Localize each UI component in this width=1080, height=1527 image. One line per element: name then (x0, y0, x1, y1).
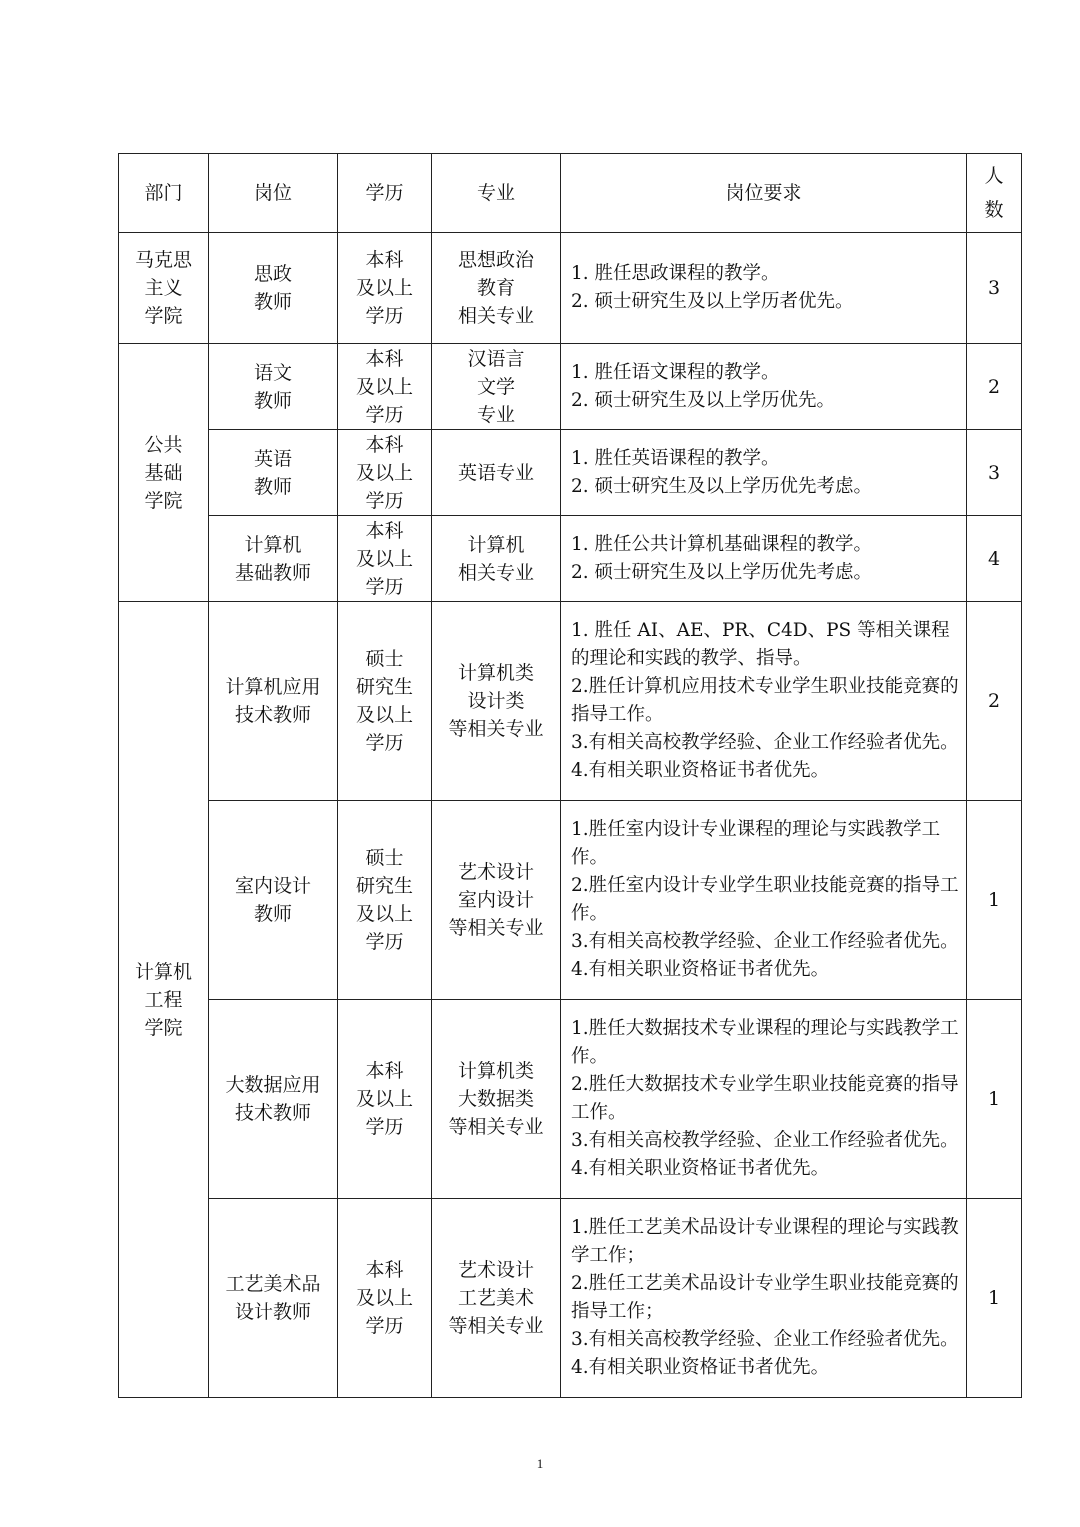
education-cell-line: 及以上 (355, 547, 413, 570)
major-cell-line: 设计类 (467, 690, 525, 712)
position-cell-line: 工艺美术品 (225, 1273, 321, 1295)
major-cell (432, 801, 561, 1000)
major-cell (432, 516, 561, 602)
requirements-cell-line: 1.胜任工艺美术品设计专业课程的理论与实践教学工作； (571, 1217, 959, 1266)
requirements-cell-line: 4.有相关职业资格证书者优先。 (571, 959, 830, 980)
position-cell (209, 344, 338, 430)
dept-cell-line: 学院 (144, 489, 183, 512)
major-cell (432, 233, 561, 344)
education-cell-line: 本科 (365, 519, 404, 542)
count-cell: 1 (967, 1199, 1022, 1398)
education-cell-line: 及以上 (355, 903, 413, 925)
position-cell (209, 516, 338, 602)
table-row (119, 602, 1022, 801)
position-cell-line: 教师 (253, 389, 292, 412)
requirements-cell-line: 2. 硕士研究生及以上学历者优先。 (571, 291, 854, 312)
table-header (119, 154, 1022, 233)
header-dept: 部门 (119, 154, 209, 233)
education-cell-line: 硕士 (365, 847, 404, 869)
requirements-cell (561, 430, 967, 516)
requirements-cell-line: 1. 胜任语文课程的教学。 (571, 361, 780, 383)
major-cell-line: 等相关专业 (448, 917, 544, 939)
table-row (119, 801, 1022, 1000)
count-cell: 4 (967, 516, 1022, 602)
requirements-cell-line: 2.胜任大数据技术专业学生职业技能竞赛的指导工作。 (571, 1074, 959, 1123)
position-cell (209, 1199, 338, 1398)
education-cell-line: 硕士 (365, 648, 404, 670)
dept-cell-line: 计算机 (134, 960, 192, 983)
position-cell-line: 室内设计 (234, 875, 311, 897)
count-cell: 3 (967, 233, 1022, 344)
requirements-cell-line: 2. 硕士研究生及以上学历优先。 (571, 389, 836, 411)
table-row (119, 344, 1022, 430)
education-cell (338, 1000, 432, 1199)
education-cell-line: 及以上 (355, 461, 413, 484)
major-cell (432, 430, 561, 516)
count-cell: 2 (967, 602, 1022, 801)
table-row (119, 516, 1022, 602)
major-cell-line: 大数据类 (457, 1088, 534, 1110)
requirements-cell-line: 3.有相关高校教学经验、企业工作经验者优先。 (571, 732, 959, 753)
education-cell-line: 及以上 (355, 277, 413, 299)
major-cell (432, 344, 561, 430)
requirements-cell (561, 516, 967, 602)
recruitment-table (118, 153, 1022, 1398)
position-cell (209, 801, 338, 1000)
major-cell (432, 1000, 561, 1199)
dept-cell-line: 主义 (144, 277, 183, 299)
dept-cell (119, 344, 209, 602)
education-cell-line: 学历 (365, 1315, 404, 1337)
education-cell-line: 本科 (365, 1259, 404, 1281)
requirements-cell-line: 1. 胜任公共计算机基础课程的教学。 (571, 533, 873, 555)
education-cell (338, 344, 432, 430)
major-cell-line: 计算机 (467, 533, 525, 556)
major-cell-line: 艺术设计 (457, 1259, 534, 1281)
position-cell-line: 技术教师 (234, 1102, 311, 1124)
requirements-cell-line: 2.胜任计算机应用技术专业学生职业技能竞赛的指导工作。 (571, 676, 959, 725)
header-education: 学历 (338, 154, 432, 233)
requirements-cell-line: 4.有相关职业资格证书者优先。 (571, 1158, 830, 1179)
header-count-line: 人 (984, 165, 1004, 187)
major-cell-line: 等相关专业 (448, 1315, 544, 1337)
position-cell (209, 1000, 338, 1199)
requirements-cell-line: 2.胜任室内设计专业学生职业技能竞赛的指导工作。 (571, 875, 959, 924)
dept-cell-line: 工程 (144, 988, 183, 1011)
education-cell-line: 及以上 (355, 1287, 413, 1309)
dept-cell-line: 学院 (144, 305, 183, 327)
header-major: 专业 (432, 154, 561, 233)
requirements-cell-line: 1. 胜任 AI、AE、PR、C4D、PS 等相关课程的理论和实践的教学、指导。 (571, 620, 950, 669)
major-cell-line: 文学 (476, 375, 515, 398)
dept-cell-line: 马克思 (134, 249, 192, 271)
education-cell (338, 430, 432, 516)
position-cell-line: 技术教师 (234, 704, 311, 726)
education-cell-line: 及以上 (355, 375, 413, 398)
header-position: 岗位 (209, 154, 338, 233)
position-cell-line: 英语 (253, 447, 292, 470)
major-cell-line: 工艺美术 (457, 1287, 534, 1309)
requirements-cell-line: 3.有相关高校教学经验、企业工作经验者优先。 (571, 1329, 959, 1350)
position-cell (209, 602, 338, 801)
header-row (119, 154, 1022, 233)
count-cell: 2 (967, 344, 1022, 430)
position-cell-line: 设计教师 (234, 1301, 311, 1323)
requirements-cell-line: 2. 硕士研究生及以上学历优先考虑。 (571, 561, 873, 583)
table-body (119, 233, 1022, 1398)
count-cell: 1 (967, 1000, 1022, 1199)
page-number: 1 (536, 1456, 544, 1471)
dept-cell (119, 233, 209, 344)
position-cell-line: 计算机应用 (225, 676, 321, 698)
requirements-cell-line: 3.有相关高校教学经验、企业工作经验者优先。 (571, 931, 959, 952)
table-row (119, 233, 1022, 344)
requirements-cell-line: 2. 硕士研究生及以上学历优先考虑。 (571, 475, 873, 497)
position-cell-line: 基础教师 (234, 561, 311, 584)
education-cell (338, 602, 432, 801)
requirements-cell (561, 344, 967, 430)
major-cell-line: 汉语言 (467, 347, 525, 370)
requirements-cell-line: 1.胜任室内设计专业课程的理论与实践教学工作。 (571, 819, 941, 868)
dept-cell-line: 学院 (144, 1016, 183, 1039)
table-row (119, 430, 1022, 516)
count-cell: 3 (967, 430, 1022, 516)
header-count (967, 154, 1022, 233)
header-count-line: 数 (984, 199, 1004, 221)
position-cell-line: 教师 (253, 475, 292, 498)
requirements-cell (561, 1000, 967, 1199)
requirements-cell-line: 1.胜任大数据技术专业课程的理论与实践教学工作。 (571, 1018, 959, 1067)
header-requirements: 岗位要求 (561, 154, 967, 233)
requirements-cell (561, 801, 967, 1000)
table-row (119, 1000, 1022, 1199)
education-cell (338, 233, 432, 344)
major-cell-line: 等相关专业 (448, 718, 544, 740)
major-cell-line: 等相关专业 (448, 1116, 544, 1138)
position-cell-line: 大数据应用 (225, 1074, 321, 1096)
major-cell-line: 相关专业 (457, 561, 534, 584)
major-cell-line: 教育 (476, 277, 515, 299)
education-cell (338, 801, 432, 1000)
requirements-cell (561, 233, 967, 344)
education-cell-line: 学历 (365, 732, 404, 754)
major-cell (432, 1199, 561, 1398)
count-cell: 1 (967, 801, 1022, 1000)
requirements-cell-line: 4.有相关职业资格证书者优先。 (571, 760, 830, 781)
education-cell-line: 学历 (365, 489, 404, 512)
major-cell-line: 专业 (476, 403, 515, 426)
position-cell-line: 思政 (253, 263, 292, 285)
education-cell-line: 学历 (365, 305, 404, 327)
position-cell-line: 教师 (253, 903, 292, 925)
education-cell-line: 本科 (365, 433, 404, 456)
education-cell-line: 学历 (365, 575, 404, 598)
major-cell-line: 计算机类 (457, 1060, 534, 1082)
education-cell-line: 本科 (365, 1060, 404, 1082)
education-cell-line: 学历 (365, 931, 404, 953)
education-cell-line: 研究生 (355, 875, 413, 897)
requirements-cell (561, 1199, 967, 1398)
major-cell-line: 英语专业 (457, 461, 534, 484)
education-cell-line: 本科 (365, 347, 404, 370)
major-cell-line: 计算机类 (457, 662, 534, 684)
education-cell-line: 及以上 (355, 704, 413, 726)
position-cell-line: 教师 (253, 291, 292, 313)
table-row (119, 1199, 1022, 1398)
education-cell (338, 1199, 432, 1398)
requirements-cell-line: 4.有相关职业资格证书者优先。 (571, 1357, 830, 1378)
requirements-cell-line: 1. 胜任英语课程的教学。 (571, 447, 780, 469)
education-cell-line: 学历 (365, 403, 404, 426)
dept-cell-line: 基础 (144, 461, 183, 484)
dept-cell-line: 公共 (144, 433, 183, 456)
dept-cell (119, 602, 209, 1398)
major-cell-line: 思想政治 (457, 249, 534, 271)
requirements-cell-line: 2.胜任工艺美术品设计专业学生职业技能竞赛的指导工作； (571, 1273, 959, 1322)
position-cell (209, 430, 338, 516)
position-cell-line: 计算机 (244, 533, 302, 556)
major-cell (432, 602, 561, 801)
major-cell-line: 室内设计 (457, 889, 534, 911)
position-cell-line: 语文 (253, 361, 292, 384)
education-cell (338, 516, 432, 602)
education-cell-line: 及以上 (355, 1088, 413, 1110)
education-cell-line: 研究生 (355, 676, 413, 698)
major-cell-line: 艺术设计 (457, 861, 534, 883)
education-cell-line: 本科 (365, 249, 404, 271)
position-cell (209, 233, 338, 344)
major-cell-line: 相关专业 (457, 305, 534, 327)
education-cell-line: 学历 (365, 1116, 404, 1138)
requirements-cell-line: 3.有相关高校教学经验、企业工作经验者优先。 (571, 1130, 959, 1151)
requirements-cell (561, 602, 967, 801)
requirements-cell-line: 1. 胜任思政课程的教学。 (571, 263, 780, 284)
